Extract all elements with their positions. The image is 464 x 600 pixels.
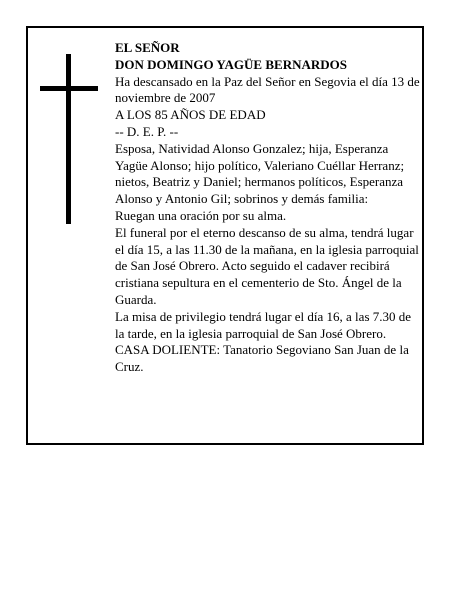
- family-members: Esposa, Natividad Alonso Gonzalez; hija, Esperanza Yagüe Alonso; hijo político, Valeriano Cuéllar Herranz; nietos, Beatriz y Daniel; hermanos políticos, Esperanza Alonso y Antonio Gil; sobrinos y demás familia:: [115, 140, 405, 207]
- obituary-notice: [26, 26, 424, 445]
- mourning-house: CASA DOLIENTE: Tanatorio Segoviano San Juan de la Cruz.: [115, 342, 409, 375]
- cross-vertical-bar: [66, 54, 71, 224]
- cross-icon: [40, 54, 98, 224]
- deceased-honorific: EL SEÑOR: [115, 40, 180, 55]
- cross-horizontal-bar: [40, 86, 98, 91]
- obituary-text: [115, 40, 420, 376]
- death-announcement: Ha descansado en la Paz del Señor en Segovia el día 13 de noviembre de 2007: [115, 73, 420, 106]
- rip-line: -- D. E. P. --: [115, 123, 179, 139]
- funeral-details: El funeral por el eterno descanso de su alma, tendrá lugar el día 15, a las 11.30 de la mañana, en la iglesia parroquial de San José Obrero. Acto seguido el cadaver recibirá cristiana sepultura en el cementerio de Sto. Ángel de la Guarda.: [115, 224, 419, 307]
- age-at-death: A LOS 85 AÑOS DE EDAD: [115, 107, 266, 123]
- prayer-request: Ruegan una oración por su alma.: [115, 207, 287, 223]
- deceased-name: DON DOMINGO YAGÜE BERNARDOS: [115, 56, 347, 72]
- mass-details: La misa de privilegio tendrá lugar el día 16, a las 7.30 de la tarde, en la iglesia parroquial de San José Obrero.: [115, 308, 412, 341]
